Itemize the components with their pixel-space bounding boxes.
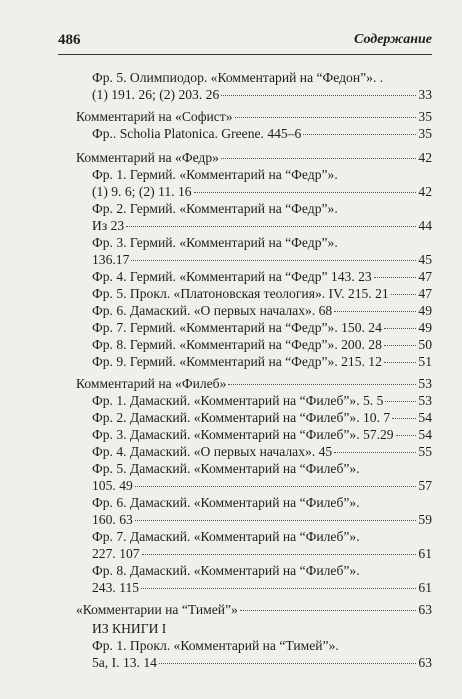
leader-dots xyxy=(141,586,416,589)
toc-entry xyxy=(92,251,432,269)
toc-section xyxy=(76,108,432,126)
toc-text: Фр. 8. Гермий. «Комментарий на “Федр”». 200. 28 xyxy=(92,337,382,352)
toc-section xyxy=(76,375,432,393)
toc-entry xyxy=(92,217,432,235)
toc-text: Комментарий на «Софист» xyxy=(76,109,233,124)
toc-text: Фр. 2. Гермий. «Комментарий на “Федр”». xyxy=(92,201,338,216)
toc-entry xyxy=(92,69,383,87)
toc-text: Фр. 7. Дамаский. «Комментарий на “Филеб”». xyxy=(92,529,360,544)
leader-dots xyxy=(384,343,417,346)
toc-entry xyxy=(92,268,432,286)
toc-page: 42 xyxy=(418,150,432,165)
leader-dots xyxy=(334,450,416,453)
toc-entry xyxy=(92,494,360,512)
toc-page: 44 xyxy=(418,218,432,233)
leader-dots xyxy=(384,360,417,363)
toc-page: 35 xyxy=(418,126,432,141)
toc-text: Фр. 2. Дамаский. «Комментарий на “Филеб”». 10. 7 xyxy=(92,410,391,425)
header-title: Содержание xyxy=(354,32,432,47)
toc-text: Комментарий на «Филеб» xyxy=(76,376,227,391)
leader-dots xyxy=(392,416,416,419)
toc-page: 61 xyxy=(418,580,432,595)
leader-dots xyxy=(126,224,416,227)
toc-text: 105. 49 xyxy=(92,478,133,493)
toc-text: Фр. 6. Дамаский. «Комментарий на “Филеб”». xyxy=(92,495,360,510)
page-number: 486 xyxy=(58,32,81,48)
toc-text: Фр. 4. Гермий. «Комментарий на “Федр” 143. 23 xyxy=(92,269,372,284)
toc-entry xyxy=(92,426,432,444)
toc-text: (1) 9. 6; (2) 11. 16 xyxy=(92,184,192,199)
toc-entry xyxy=(92,477,432,495)
toc-text: Фр. 8. Дамаский. «Комментарий на “Филеб”». xyxy=(92,563,360,578)
leader-dots xyxy=(391,292,417,295)
toc-text: 243. 115 xyxy=(92,580,140,595)
toc-entry xyxy=(92,234,338,252)
toc-text: Фр. 3. Гермий. «Комментарий на “Федр”». xyxy=(92,235,338,250)
leader-dots xyxy=(235,115,417,118)
toc-entry xyxy=(92,528,360,546)
leader-dots xyxy=(384,326,417,329)
toc-text: Фр. 1. Дамаский. «Комментарий на “Филеб”». 5. 5 xyxy=(92,393,384,408)
toc-page: 42 xyxy=(418,184,432,199)
leader-dots xyxy=(135,484,417,487)
toc-entry xyxy=(92,302,432,320)
leader-dots xyxy=(385,399,416,402)
toc-page: 51 xyxy=(418,354,432,369)
toc-entry xyxy=(92,285,432,303)
leader-dots xyxy=(334,309,416,312)
leader-dots xyxy=(228,382,416,385)
toc-text: Фр. 3. Дамаский. «Комментарий на “Филеб”». 57.29 xyxy=(92,427,394,442)
toc-entry xyxy=(92,409,432,427)
toc-entry xyxy=(92,443,432,461)
leader-dots xyxy=(135,518,417,521)
toc-entry xyxy=(92,654,432,672)
toc-entry xyxy=(92,125,432,143)
toc-text: 136.17 xyxy=(92,252,130,267)
toc-page: 33 xyxy=(418,87,432,102)
leader-dots xyxy=(194,190,417,193)
toc-text: Фр. 1. Прокл. «Комментарий на “Тимей”». xyxy=(92,638,339,653)
leader-dots xyxy=(221,156,416,159)
toc-entry xyxy=(92,353,432,371)
toc-entry xyxy=(92,545,432,563)
toc-entry xyxy=(92,392,432,410)
toc-text: Из 23 xyxy=(92,218,125,233)
toc-entry xyxy=(92,579,432,597)
leader-dots xyxy=(159,661,416,664)
leader-dots xyxy=(396,433,417,436)
running-header xyxy=(58,32,432,55)
toc-text: Фр. 5. Олимпиодор. «Комментарий на “Федон”». . xyxy=(92,70,384,85)
toc-entry xyxy=(92,460,360,478)
toc-entry xyxy=(92,511,432,529)
toc-text: Фр. 6. Дамаский. «О первых началах». 68 xyxy=(92,303,333,318)
toc-entry xyxy=(92,166,338,184)
toc-entry xyxy=(92,319,432,337)
toc-text: (1) 191. 26; (2) 203. 26 xyxy=(92,87,220,102)
toc-page: 59 xyxy=(418,512,432,527)
toc-entry xyxy=(92,86,432,104)
toc-text: Фр. 4. Дамаский. «О первых началах». 45 xyxy=(92,444,333,459)
toc-page: 54 xyxy=(418,427,432,442)
toc-entry xyxy=(92,183,432,201)
toc-page: 50 xyxy=(418,337,432,352)
toc-entry xyxy=(92,637,339,655)
toc-page: 63 xyxy=(418,602,432,617)
toc-page: 55 xyxy=(418,444,432,459)
toc-text: Фр. 9. Гермий. «Комментарий на “Федр”». 215. 12 xyxy=(92,354,382,369)
toc-page: 57 xyxy=(418,478,432,493)
toc-page: 35 xyxy=(418,109,432,124)
toc-section xyxy=(76,149,432,167)
toc-text: Фр. 7. Гермий. «Комментарий на “Федр”». 150. 24 xyxy=(92,320,382,335)
toc-page: 53 xyxy=(418,393,432,408)
toc-page: 49 xyxy=(418,303,432,318)
leader-dots xyxy=(303,132,416,135)
leader-dots xyxy=(374,275,417,278)
toc-entry xyxy=(92,336,432,354)
toc-page: 47 xyxy=(418,286,432,301)
toc-text: Фр.. Scholia Platonica. Greene. 445–6 xyxy=(92,126,302,141)
toc-page: 47 xyxy=(418,269,432,284)
toc-page: 63 xyxy=(418,655,432,670)
leader-dots xyxy=(142,552,417,555)
toc-page: 54 xyxy=(418,410,432,425)
leader-dots xyxy=(240,608,417,611)
toc-text: 5a, I. 13. 14 xyxy=(92,655,157,670)
toc-text: «Комментарии на “Тимей”» xyxy=(76,602,238,617)
toc-page: 53 xyxy=(418,376,432,391)
toc-text: 227. 107 xyxy=(92,546,140,561)
toc-text: Фр. 1. Гермий. «Комментарий на “Федр”». xyxy=(92,167,338,182)
toc-subheading xyxy=(92,620,166,638)
toc-page: 45 xyxy=(418,252,432,267)
leader-dots xyxy=(221,93,416,96)
toc-text: 160. 63 xyxy=(92,512,133,527)
leader-dots xyxy=(131,258,416,261)
toc-text: Фр. 5. Дамаский. «Комментарий на “Филеб”». xyxy=(92,461,360,476)
toc-page: 49 xyxy=(418,320,432,335)
toc-page: 61 xyxy=(418,546,432,561)
toc-text: ИЗ КНИГИ I xyxy=(92,621,167,636)
toc-entry xyxy=(92,562,360,580)
toc-section xyxy=(76,601,432,619)
toc-text: Фр. 5. Прокл. «Платоновская теология». IV. 215. 21 xyxy=(92,286,389,301)
toc-entry xyxy=(92,200,338,218)
toc-text: Комментарий на «Федр» xyxy=(76,150,219,165)
